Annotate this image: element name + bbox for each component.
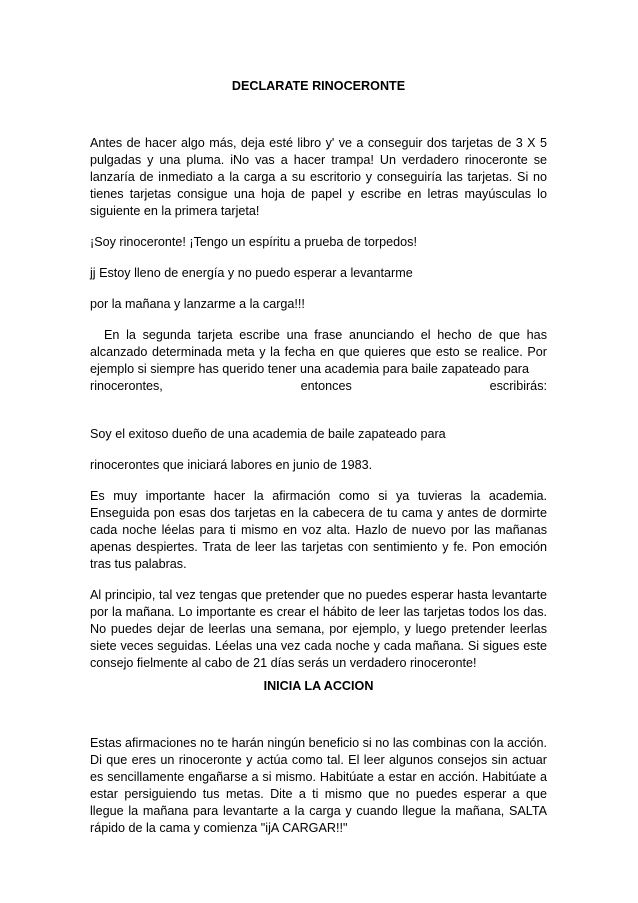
document-body (90, 78, 547, 837)
document-title: DECLARATE RINOCERONTE (231, 79, 406, 93)
paragraph-habit: Al principio, tal vez tengas que pretender que no puedes esperar hasta levantarte por la mañana. Lo importante es crear el hábito de leer las tarjetas todos los das. No puedes dejar de leerlas una semana, por ejemplo, y luego pretender leerlas siete veces seguidas. Léelas una vez cada noche y cada mañana. Si sigues este consejo fielmente al cabo de 21 días serás un verdadero rinoceronte! (90, 588, 547, 670)
card-line-3: por la mañana y lanzarme a la carga!!! (90, 297, 305, 311)
card-line-2: jj Estoy lleno de energía y no puedo esperar a levantarme (90, 266, 413, 280)
paragraph-intro: Antes de hacer algo más, deja esté libro y' ve a conseguir dos tarjetas de 3 X 5 pulgadas y una pluma. iNo vas a hacer trampa! Un verdadero rinoceronte se lanzaría de inmediato a la carga a su escritorio y conseguiría las tarjetas. Si no tienes tarjetas consigue una hoja de papel y escribe en letras mayúsculas lo siguiente en la primera tarjeta! (90, 136, 547, 218)
example-line-2: rinocerontes que iniciará labores en junio de 1983. (90, 458, 373, 472)
paragraph-second-card-text: En la segunda tarjeta escribe una frase anunciando el hecho de que has alcanzado determinada meta y la fecha en que quieres que esto se realice. Por ejemplo si siempre has querido tener una academia para baile zapateado para (90, 328, 547, 376)
paragraph-action: Estas afirmaciones no te harán ningún beneficio si no las combinas con la acción. Di que eres un rinoceronte y actúa como tal. El leer algunos consejos sin actuar es sencillamente engañarse a si mismo. Habitúate a estar en acción. Habitúate a estar persiguiendo tus metas. Dite a ti mismo que no puedes esperar a que llegue la mañana para levantarte a la carga y cuando llegue la mañana, SALTA rápido de la cama y comienza "ijA CARGAR!!" (90, 736, 547, 835)
paragraph-affirmation: Es muy importante hacer la afirmación como si ya tuvieras la academia. Enseguida pon esas dos tarjetas en la cabecera de tu cama y antes de dormirte cada noche léelas para ti mismo en voz alta. Hazlo de nuevo por las mañanas apenas despiertes. Trata de leer las tarjetas con sentimiento y fe. Pon emoción tras tus palabras. (90, 489, 547, 571)
section-heading: INICIA LA ACCION (263, 679, 374, 693)
paragraph-second-card (90, 327, 547, 395)
example-line-1: Soy el exitoso dueño de una academia de baile zapateado para (90, 427, 446, 441)
paragraph-second-card-last-line: rinocerontes, entonces escribirás: (90, 379, 547, 393)
card-line-1: ¡Soy rinoceronte! ¡Tengo un espíritu a prueba de torpedos! (90, 235, 417, 249)
